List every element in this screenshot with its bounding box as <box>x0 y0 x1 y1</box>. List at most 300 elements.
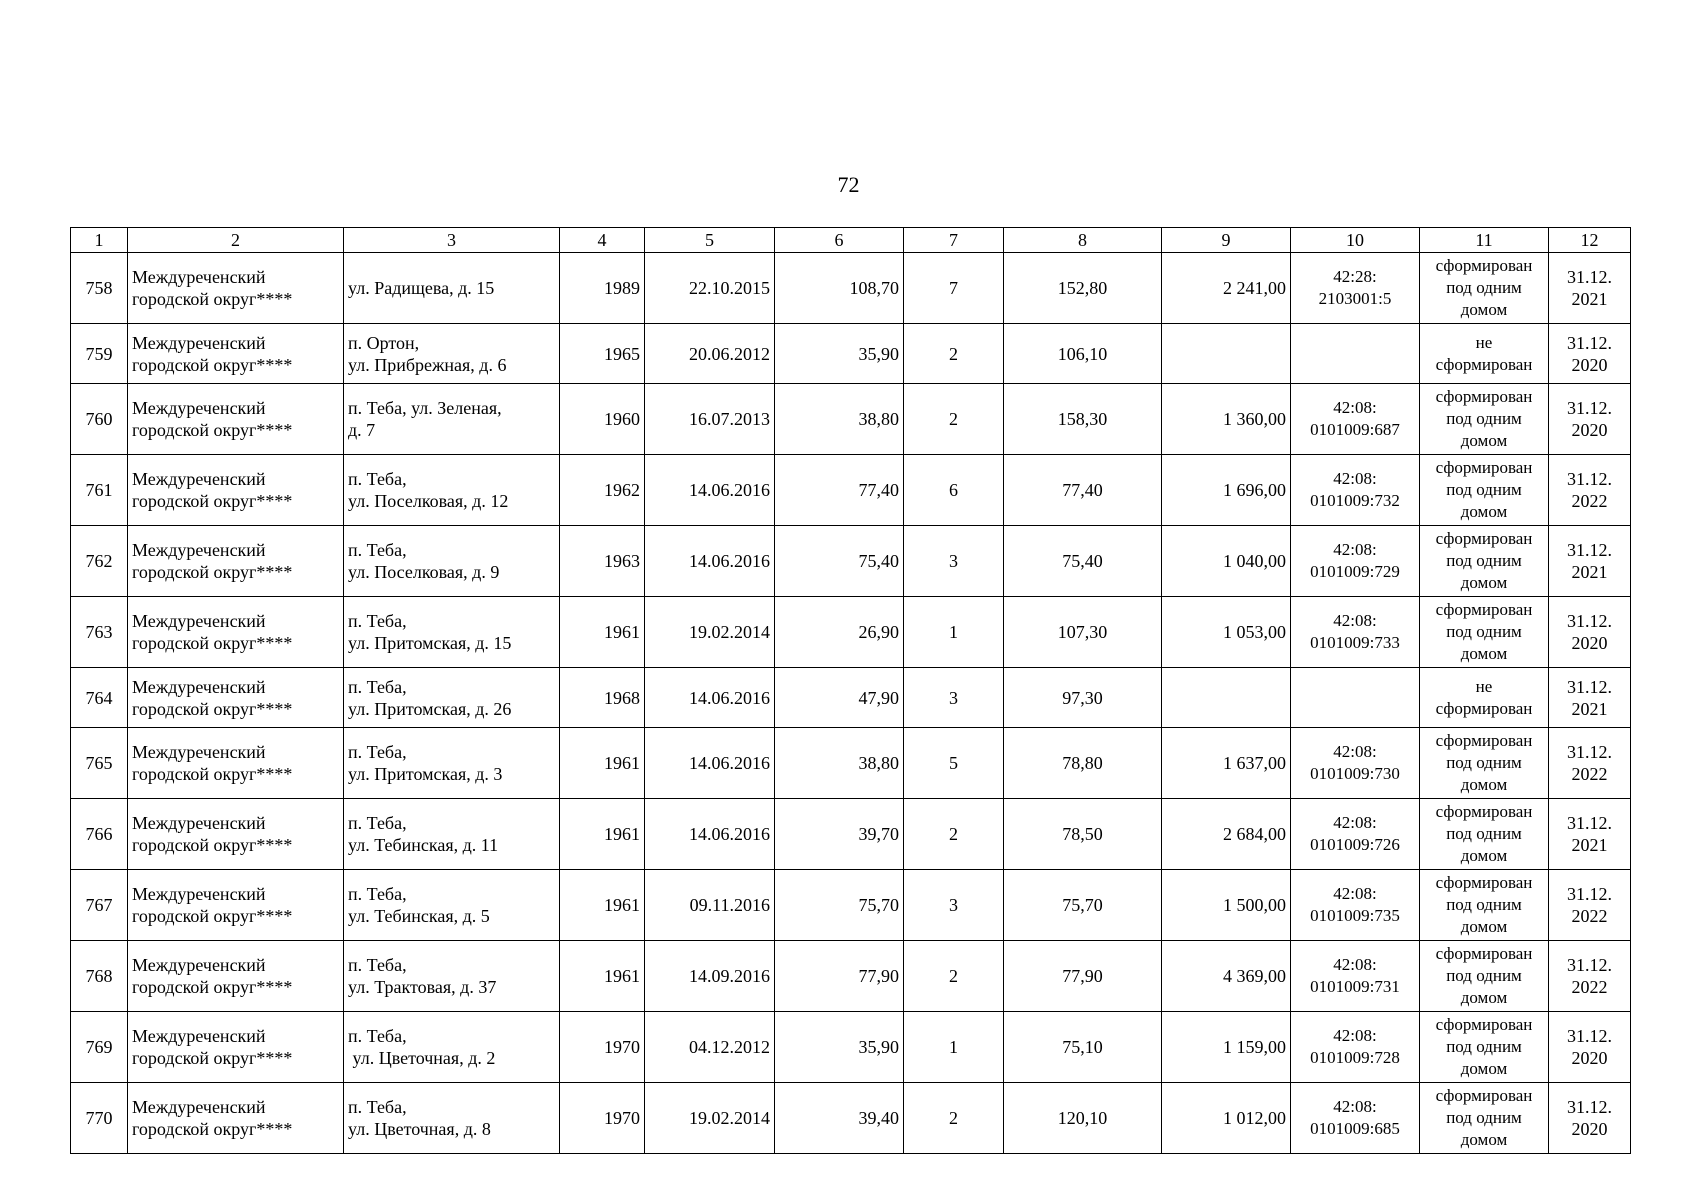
cell-address-line: п. Ортон, <box>348 332 420 353</box>
cell-district <box>128 597 344 668</box>
cell-number: 766 <box>71 799 128 870</box>
cell-land-status-line: не <box>1475 332 1493 352</box>
cell-cadastral-number-line: 0101009:731 <box>1310 977 1400 996</box>
cell-date: 14.06.2016 <box>645 728 775 799</box>
cell-residents: 2 <box>904 799 1004 870</box>
column-header-8: 8 <box>1004 228 1162 253</box>
cell-land-status <box>1420 526 1549 597</box>
cell-land-status-line: сформирован <box>1435 944 1533 963</box>
cell-area-emergency: 75,40 <box>775 526 904 597</box>
cell-cadastral-number-line: 0101009:729 <box>1310 562 1400 581</box>
cell-land-status-line: под одним <box>1446 1108 1522 1127</box>
cell-number: 758 <box>71 253 128 324</box>
cell-residents: 7 <box>904 253 1004 324</box>
table-row <box>71 799 1631 870</box>
cell-cadastral-number-line: 42:08: <box>1333 611 1377 630</box>
cell-district-line: Междуреченский <box>132 676 266 697</box>
cell-land-status-line: под одним <box>1446 551 1522 570</box>
cell-address-line: ул. Цветочная, д. 8 <box>348 1119 491 1139</box>
cell-address <box>344 526 560 597</box>
cell-address <box>344 941 560 1012</box>
cell-land-status-line: домом <box>1460 775 1508 794</box>
cell-year: 1961 <box>560 799 645 870</box>
cell-address-line: п. Теба, <box>348 813 407 833</box>
cell-cadastral-number-line: 42:08: <box>1333 955 1377 974</box>
cell-land-status-line: домом <box>1460 988 1508 1007</box>
cell-cadastral-number-line: 0101009:685 <box>1310 1119 1400 1138</box>
cell-number: 769 <box>71 1012 128 1083</box>
cell-deadline-line: 2022 <box>1571 764 1608 784</box>
cell-cadastral-number <box>1291 728 1420 799</box>
cell-deadline-line: 31.12. <box>1567 676 1612 697</box>
table-row <box>71 597 1631 668</box>
cell-land-status-line: сформирован <box>1435 529 1533 548</box>
cell-residents: 2 <box>904 941 1004 1012</box>
cell-district <box>128 799 344 870</box>
cell-area-total: 120,10 <box>1004 1083 1162 1154</box>
cell-date: 20.06.2012 <box>645 324 775 384</box>
cell-land-status-line: сформирован <box>1435 1015 1533 1034</box>
cell-land-status-line: сформирован <box>1435 873 1533 892</box>
cell-date: 19.02.2014 <box>645 597 775 668</box>
cell-deadline <box>1549 455 1631 526</box>
cell-land-status-line: под одним <box>1446 409 1522 428</box>
cell-cadastral-number-line: 42:08: <box>1333 469 1377 488</box>
cell-year: 1961 <box>560 870 645 941</box>
cell-address-line: д. 7 <box>348 420 376 440</box>
cell-district-line: городской округ**** <box>132 1048 293 1068</box>
cell-cadastral-number-line: 0101009:730 <box>1310 764 1400 783</box>
cell-land-status-line: сформирован <box>1435 802 1533 821</box>
cell-land-area: 1 040,00 <box>1162 526 1291 597</box>
cell-year: 1961 <box>560 597 645 668</box>
cell-district-line: Междуреченский <box>132 469 266 489</box>
cell-land-area: 2 241,00 <box>1162 253 1291 324</box>
cell-land-status-line: домом <box>1460 502 1508 521</box>
cell-land-status-line: домом <box>1460 573 1508 592</box>
cell-deadline <box>1549 253 1631 324</box>
cell-district <box>128 253 344 324</box>
cell-district-line: Междуреченский <box>132 742 266 762</box>
cell-district-line: городской округ**** <box>132 289 293 309</box>
cell-land-area: 1 696,00 <box>1162 455 1291 526</box>
column-header-4: 4 <box>560 228 645 253</box>
cell-district-line: Междуреченский <box>132 813 266 833</box>
cell-cadastral-number-line: 42:08: <box>1333 398 1377 417</box>
cell-deadline-line: 31.12. <box>1567 813 1612 833</box>
cell-address <box>344 455 560 526</box>
cell-address-line: п. Теба, <box>348 540 407 560</box>
cell-district-line: городской округ**** <box>132 420 293 440</box>
cell-address-line: п. Теба, <box>348 1097 407 1117</box>
cell-address-line: п. Теба, <box>348 676 407 697</box>
cell-deadline <box>1549 597 1631 668</box>
cell-cadastral-number-line: 2103001:5 <box>1318 289 1392 308</box>
cell-residents: 1 <box>904 597 1004 668</box>
cell-land-area: 1 360,00 <box>1162 384 1291 455</box>
cell-address <box>344 870 560 941</box>
cell-number: 765 <box>71 728 128 799</box>
cell-cadastral-number-line: 42:08: <box>1333 540 1377 559</box>
cell-residents: 2 <box>904 384 1004 455</box>
cell-residents: 3 <box>904 870 1004 941</box>
cell-cadastral-number-line: 0101009:726 <box>1310 835 1400 854</box>
cell-address-line: ул. Тебинская, д. 11 <box>348 835 499 855</box>
cell-deadline <box>1549 728 1631 799</box>
cell-cadastral-number-line: 42:08: <box>1333 742 1377 761</box>
table-row <box>71 253 1631 324</box>
cell-deadline-line: 2020 <box>1571 1119 1608 1139</box>
cell-address <box>344 1083 560 1154</box>
cell-address-line: ул. Поселковая, д. 12 <box>348 491 509 511</box>
cell-land-status-line: сформирован <box>1435 256 1533 275</box>
cell-deadline <box>1549 1012 1631 1083</box>
cell-land-status-line: домом <box>1460 917 1508 936</box>
cell-area-emergency: 38,80 <box>775 728 904 799</box>
cell-land-area: 4 369,00 <box>1162 941 1291 1012</box>
cell-land-status-line: сформирован <box>1435 458 1533 477</box>
table-row <box>71 526 1631 597</box>
cell-address <box>344 1012 560 1083</box>
cell-year: 1961 <box>560 728 645 799</box>
cell-land-status-line: сформирован <box>1435 387 1533 406</box>
cell-land-area <box>1162 668 1291 728</box>
cell-land-area: 1 500,00 <box>1162 870 1291 941</box>
cell-land-status-line: домом <box>1460 644 1508 663</box>
cell-deadline-line: 31.12. <box>1567 955 1612 975</box>
cell-date: 14.06.2016 <box>645 526 775 597</box>
cell-address <box>344 324 560 384</box>
column-header-5: 5 <box>645 228 775 253</box>
cell-number: 770 <box>71 1083 128 1154</box>
cell-date: 04.12.2012 <box>645 1012 775 1083</box>
cell-cadastral-number-line: 42:08: <box>1333 813 1377 832</box>
cell-district-line: городской округ**** <box>132 633 293 653</box>
cell-district-line: городской округ**** <box>132 835 293 855</box>
cell-date: 14.06.2016 <box>645 668 775 728</box>
cell-district-line: Междуреченский <box>132 1097 266 1117</box>
cell-area-total: 107,30 <box>1004 597 1162 668</box>
cell-land-status-line: под одним <box>1446 966 1522 985</box>
cell-address-line: ул. Притомская, д. 26 <box>348 698 512 719</box>
cell-land-area: 1 637,00 <box>1162 728 1291 799</box>
cell-cadastral-number <box>1291 597 1420 668</box>
cell-land-area: 1 159,00 <box>1162 1012 1291 1083</box>
cell-district-line: городской округ**** <box>132 977 293 997</box>
cell-area-emergency: 77,90 <box>775 941 904 1012</box>
cell-land-status <box>1420 324 1549 384</box>
cell-district-line: городской округ**** <box>132 906 293 926</box>
cell-deadline-line: 31.12. <box>1567 332 1612 353</box>
cell-cadastral-number <box>1291 253 1420 324</box>
cell-address-line: ул. Прибрежная, д. 6 <box>348 354 507 375</box>
cell-area-total: 152,80 <box>1004 253 1162 324</box>
cell-residents: 6 <box>904 455 1004 526</box>
cell-area-total: 78,80 <box>1004 728 1162 799</box>
column-header-2: 2 <box>128 228 344 253</box>
cell-district-line: Междуреченский <box>132 611 266 631</box>
cell-address <box>344 799 560 870</box>
cell-year: 1970 <box>560 1012 645 1083</box>
cell-district-line: городской округ**** <box>132 491 293 511</box>
cell-area-emergency: 75,70 <box>775 870 904 941</box>
cell-residents: 1 <box>904 1012 1004 1083</box>
cell-land-status-line: сформирован <box>1435 600 1533 619</box>
cell-land-status-line: под одним <box>1446 278 1522 297</box>
cell-number: 761 <box>71 455 128 526</box>
column-header-9: 9 <box>1162 228 1291 253</box>
table-row <box>71 870 1631 941</box>
cell-date: 16.07.2013 <box>645 384 775 455</box>
cell-cadastral-number <box>1291 455 1420 526</box>
table-row <box>71 1012 1631 1083</box>
cell-deadline-line: 2021 <box>1571 562 1608 582</box>
cell-area-total: 77,40 <box>1004 455 1162 526</box>
cell-district-line: городской округ**** <box>132 764 293 784</box>
cell-land-status <box>1420 1012 1549 1083</box>
cell-deadline-line: 2020 <box>1571 633 1608 653</box>
cell-district <box>128 728 344 799</box>
cell-number: 763 <box>71 597 128 668</box>
cell-date: 14.06.2016 <box>645 455 775 526</box>
cell-area-total: 97,30 <box>1004 668 1162 728</box>
cell-district <box>128 384 344 455</box>
cell-district-line: Междуреченский <box>132 884 266 904</box>
cell-deadline-line: 2021 <box>1571 698 1608 719</box>
cell-district <box>128 455 344 526</box>
table-row <box>71 728 1631 799</box>
cell-land-area: 1 012,00 <box>1162 1083 1291 1154</box>
cell-deadline-line: 31.12. <box>1567 611 1612 631</box>
cell-area-emergency: 39,70 <box>775 799 904 870</box>
cell-land-status-line: сформирован <box>1435 731 1533 750</box>
cell-area-emergency: 35,90 <box>775 1012 904 1083</box>
cell-number: 768 <box>71 941 128 1012</box>
cell-date: 14.06.2016 <box>645 799 775 870</box>
cell-deadline-line: 31.12. <box>1567 1097 1612 1117</box>
cell-land-area: 2 684,00 <box>1162 799 1291 870</box>
cell-district <box>128 1083 344 1154</box>
cell-number: 762 <box>71 526 128 597</box>
cell-district-line: городской округ**** <box>132 354 293 375</box>
column-header-11: 11 <box>1420 228 1549 253</box>
cell-year: 1989 <box>560 253 645 324</box>
column-header-12: 12 <box>1549 228 1631 253</box>
cell-land-status-line: под одним <box>1446 824 1522 843</box>
cell-year: 1968 <box>560 668 645 728</box>
cell-land-status <box>1420 728 1549 799</box>
cell-address-line: п. Теба, <box>348 1026 407 1046</box>
cell-land-status-line: домом <box>1460 846 1508 865</box>
cell-land-status-line: под одним <box>1446 480 1522 499</box>
cell-district-line: городской округ**** <box>132 562 293 582</box>
cell-land-status-line: сформирован <box>1435 698 1533 718</box>
cell-district-line: Междуреченский <box>132 332 266 353</box>
cell-land-status-line: под одним <box>1446 895 1522 914</box>
table-row <box>71 941 1631 1012</box>
cell-address <box>344 253 560 324</box>
cell-cadastral-number <box>1291 870 1420 941</box>
cell-district <box>128 324 344 384</box>
cell-district <box>128 941 344 1012</box>
column-header-6: 6 <box>775 228 904 253</box>
cell-cadastral-number <box>1291 799 1420 870</box>
cell-land-status <box>1420 597 1549 668</box>
cell-land-status-line: домом <box>1460 300 1508 319</box>
cell-address-line: ул. Притомская, д. 15 <box>348 633 512 653</box>
cell-address <box>344 668 560 728</box>
cell-date: 22.10.2015 <box>645 253 775 324</box>
cell-area-total: 77,90 <box>1004 941 1162 1012</box>
cell-land-status-line: не <box>1475 676 1493 696</box>
cell-area-total: 75,40 <box>1004 526 1162 597</box>
cell-address-line: ул. Трактовая, д. 37 <box>348 977 497 997</box>
cell-land-status <box>1420 668 1549 728</box>
cell-district-line: Междуреченский <box>132 267 266 287</box>
cell-district-line: городской округ**** <box>132 1119 293 1139</box>
cell-land-status-line: под одним <box>1446 1037 1522 1056</box>
table-row <box>71 384 1631 455</box>
cell-cadastral-number-line: 0101009:732 <box>1310 491 1400 510</box>
cell-cadastral-number-line: 0101009:728 <box>1310 1048 1400 1067</box>
page-number: 72 <box>837 172 860 197</box>
cell-land-status-line: домом <box>1460 1130 1508 1149</box>
cell-deadline-line: 31.12. <box>1567 884 1612 904</box>
cell-deadline <box>1549 384 1631 455</box>
cell-land-status-line: домом <box>1460 1059 1508 1078</box>
column-header-10: 10 <box>1291 228 1420 253</box>
cell-cadastral-number <box>1291 941 1420 1012</box>
cell-land-status <box>1420 455 1549 526</box>
cell-residents: 5 <box>904 728 1004 799</box>
cell-cadastral-number <box>1291 324 1420 384</box>
housing-registry-table <box>70 227 1631 1154</box>
cell-address <box>344 597 560 668</box>
cell-district <box>128 870 344 941</box>
cell-cadastral-number <box>1291 668 1420 728</box>
cell-land-status-line: сформирован <box>1435 354 1533 374</box>
cell-deadline-line: 31.12. <box>1567 1026 1612 1046</box>
cell-year: 1962 <box>560 455 645 526</box>
cell-deadline-line: 2022 <box>1571 906 1608 926</box>
cell-cadastral-number-line: 42:08: <box>1333 1026 1377 1045</box>
table-row <box>71 455 1631 526</box>
cell-cadastral-number-line: 0101009:735 <box>1310 906 1400 925</box>
cell-area-total: 158,30 <box>1004 384 1162 455</box>
cell-area-emergency: 26,90 <box>775 597 904 668</box>
column-header-1: 1 <box>71 228 128 253</box>
cell-deadline <box>1549 870 1631 941</box>
cell-number: 767 <box>71 870 128 941</box>
cell-address <box>344 384 560 455</box>
cell-cadastral-number <box>1291 526 1420 597</box>
cell-year: 1965 <box>560 324 645 384</box>
cell-deadline <box>1549 668 1631 728</box>
cell-residents: 3 <box>904 526 1004 597</box>
cell-district <box>128 1012 344 1083</box>
cell-land-status-line: под одним <box>1446 622 1522 641</box>
cell-address-line: п. Теба, <box>348 469 407 489</box>
cell-cadastral-number-line: 42:08: <box>1333 884 1377 903</box>
cell-deadline-line: 2022 <box>1571 491 1608 511</box>
cell-address-line: п. Теба, <box>348 884 407 904</box>
cell-land-area <box>1162 324 1291 384</box>
cell-deadline-line: 31.12. <box>1567 267 1612 287</box>
cell-deadline-line: 31.12. <box>1567 742 1612 762</box>
cell-year: 1961 <box>560 941 645 1012</box>
cell-deadline-line: 2020 <box>1571 420 1608 440</box>
cell-land-status <box>1420 870 1549 941</box>
cell-area-emergency: 77,40 <box>775 455 904 526</box>
cell-cadastral-number-line: 0101009:733 <box>1310 633 1400 652</box>
cell-area-emergency: 108,70 <box>775 253 904 324</box>
cell-address-line: ул. Притомская, д. 3 <box>348 764 503 784</box>
cell-area-emergency: 47,90 <box>775 668 904 728</box>
cell-district-line: Междуреченский <box>132 540 266 560</box>
cell-deadline <box>1549 1083 1631 1154</box>
cell-area-emergency: 35,90 <box>775 324 904 384</box>
cell-date: 14.09.2016 <box>645 941 775 1012</box>
cell-deadline <box>1549 324 1631 384</box>
cell-land-status <box>1420 799 1549 870</box>
cell-address-line: п. Теба, <box>348 611 407 631</box>
cell-number: 760 <box>71 384 128 455</box>
cell-area-total: 75,10 <box>1004 1012 1162 1083</box>
column-number-row <box>71 228 1631 253</box>
cell-deadline-line: 2020 <box>1571 1048 1608 1068</box>
cell-land-area: 1 053,00 <box>1162 597 1291 668</box>
cell-cadastral-number <box>1291 1083 1420 1154</box>
cell-residents: 2 <box>904 324 1004 384</box>
cell-area-total: 78,50 <box>1004 799 1162 870</box>
cell-date: 09.11.2016 <box>645 870 775 941</box>
cell-cadastral-number-line: 42:28: <box>1333 267 1377 286</box>
cell-deadline-line: 31.12. <box>1567 469 1612 489</box>
cell-address-line: ул. Поселковая, д. 9 <box>348 562 500 582</box>
cell-address-line: п. Теба, <box>348 742 407 762</box>
cell-deadline <box>1549 941 1631 1012</box>
cell-district <box>128 668 344 728</box>
cell-land-status-line: под одним <box>1446 753 1522 772</box>
cell-land-status <box>1420 941 1549 1012</box>
cell-land-status <box>1420 253 1549 324</box>
cell-date: 19.02.2014 <box>645 1083 775 1154</box>
cell-address-line: ул. Радищева, д. 15 <box>348 278 495 298</box>
cell-address-line: ул. Тебинская, д. 5 <box>348 906 490 926</box>
cell-deadline-line: 31.12. <box>1567 540 1612 560</box>
cell-address-line: ул. Цветочная, д. 2 <box>348 1048 496 1068</box>
cell-deadline-line: 2020 <box>1571 354 1608 375</box>
cell-deadline-line: 2021 <box>1571 835 1608 855</box>
table-body <box>71 253 1631 1154</box>
column-header-7: 7 <box>904 228 1004 253</box>
cell-cadastral-number-line: 42:08: <box>1333 1097 1377 1116</box>
cell-district <box>128 526 344 597</box>
cell-land-status <box>1420 1083 1549 1154</box>
cell-cadastral-number <box>1291 384 1420 455</box>
cell-deadline-line: 31.12. <box>1567 398 1612 418</box>
cell-deadline <box>1549 526 1631 597</box>
table-row <box>71 1083 1631 1154</box>
cell-district-line: Междуреченский <box>132 398 266 418</box>
cell-area-emergency: 38,80 <box>775 384 904 455</box>
cell-land-status-line: сформирован <box>1435 1086 1533 1105</box>
cell-area-emergency: 39,40 <box>775 1083 904 1154</box>
cell-number: 759 <box>71 324 128 384</box>
cell-district-line: городской округ**** <box>132 698 293 719</box>
cell-deadline <box>1549 799 1631 870</box>
cell-cadastral-number <box>1291 1012 1420 1083</box>
